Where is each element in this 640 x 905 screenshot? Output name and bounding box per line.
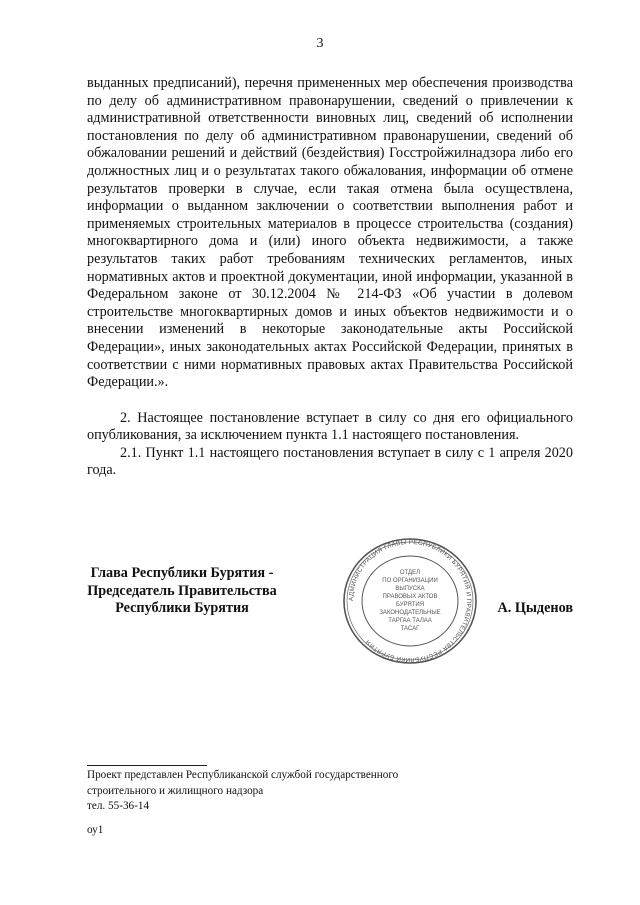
svg-text:ОТДЕЛ: ОТДЕЛ <box>399 570 421 576</box>
footnote-line: строительного и жилищного надзора <box>87 784 264 797</box>
paragraph-gap <box>87 392 573 410</box>
paragraph-item-2: 2. Настоящее постановление вступает в силу со дня его официального опубликования, за исключением пункта 1.1 настоящего постановления. <box>87 409 573 444</box>
footnote-divider <box>87 765 207 766</box>
svg-text:БУРЯТИЯ: БУРЯТИЯ <box>395 602 425 608</box>
signatory-title-line: Председатель Правительства <box>87 582 277 599</box>
paragraph-continuation: выданных предписаний), перечня примененных мер обеспечения производства по делу об административном правонарушении, сведений о привлечении к административной ответственности виновных лиц, сведений об исполнении постановления по делу об административном правонарушении, сведений об обжаловании решений и действий (бездействия) Госстройжилнадзора либо его должностных лиц и о результатах такого обжалования, информации об отмене результатов проверки в случае, если такая отмена была осуществлена, информации о выданном заключении о соответствии выполнения работ и применяемых строительных материалов в процессе строительства (создания) многоквартирного дома и (или) иного объекта недвижимости, а также результатов таких работ требованиям технических регламентов, иных нормативных актов и проектной документации, иной информации, указанной в Федеральном законе от 30.12.2004 № 214-ФЗ «Об участии в долевом строительстве многоквартирных домов и иных объектов недвижимости и о внесении изменений в некоторые законодательные акты Российской Федерации», иных законодательных актах Российской Федерации, принятых в соответствии с ними нормативных правовых актах Правительства Российской Федерации.». <box>87 75 573 391</box>
svg-text:ЗАКОНОДАТЕЛЬНЫЕ: ЗАКОНОДАТЕЛЬНЫЕ <box>379 610 441 616</box>
footnote <box>87 768 507 838</box>
svg-text:ВЫПУСКА: ВЫПУСКА <box>395 586 425 592</box>
signatory-title-line: Республики Бурятия <box>115 600 249 617</box>
official-seal-stamp <box>340 536 480 666</box>
svg-text:ПО ОРГАНИЗАЦИИ: ПО ОРГАНИЗАЦИИ <box>382 578 438 584</box>
svg-text:ПРАВОВЫХ АКТОВ: ПРАВОВЫХ АКТОВ <box>382 594 438 600</box>
document-code: оу1 <box>87 823 104 836</box>
signatory-title-line: Глава Республики Бурятия - <box>90 565 274 581</box>
svg-text:ТАРГАА ТАЛАА: ТАРГАА ТАЛАА <box>388 618 432 624</box>
page-number: 3 <box>316 36 324 51</box>
footnote-line: Проект представлен Республиканской службой государственного <box>87 769 399 781</box>
svg-text:АДМИНИСТРАЦИЯ ГЛАВЫ РЕСПУБЛИКИ: АДМИНИСТРАЦИЯ ГЛАВЫ РЕСПУБЛИКИ БУРЯТИЯ И ПРАВИТЕЛЬСТВА РЕСПУБЛИКИ БУРЯТИЯ <box>347 538 473 664</box>
signatory-name: А. Цыденов <box>497 600 573 616</box>
svg-text:ТАСАГ: ТАСАГ <box>400 626 420 632</box>
document-body <box>87 75 573 480</box>
signatory-title <box>77 565 287 618</box>
footnote-phone: тел. 55-36-14 <box>87 800 150 812</box>
paragraph-item-2-1: 2.1. Пункт 1.1 настоящего постановления вступает в силу с 1 апреля 2020 года. <box>87 444 573 479</box>
